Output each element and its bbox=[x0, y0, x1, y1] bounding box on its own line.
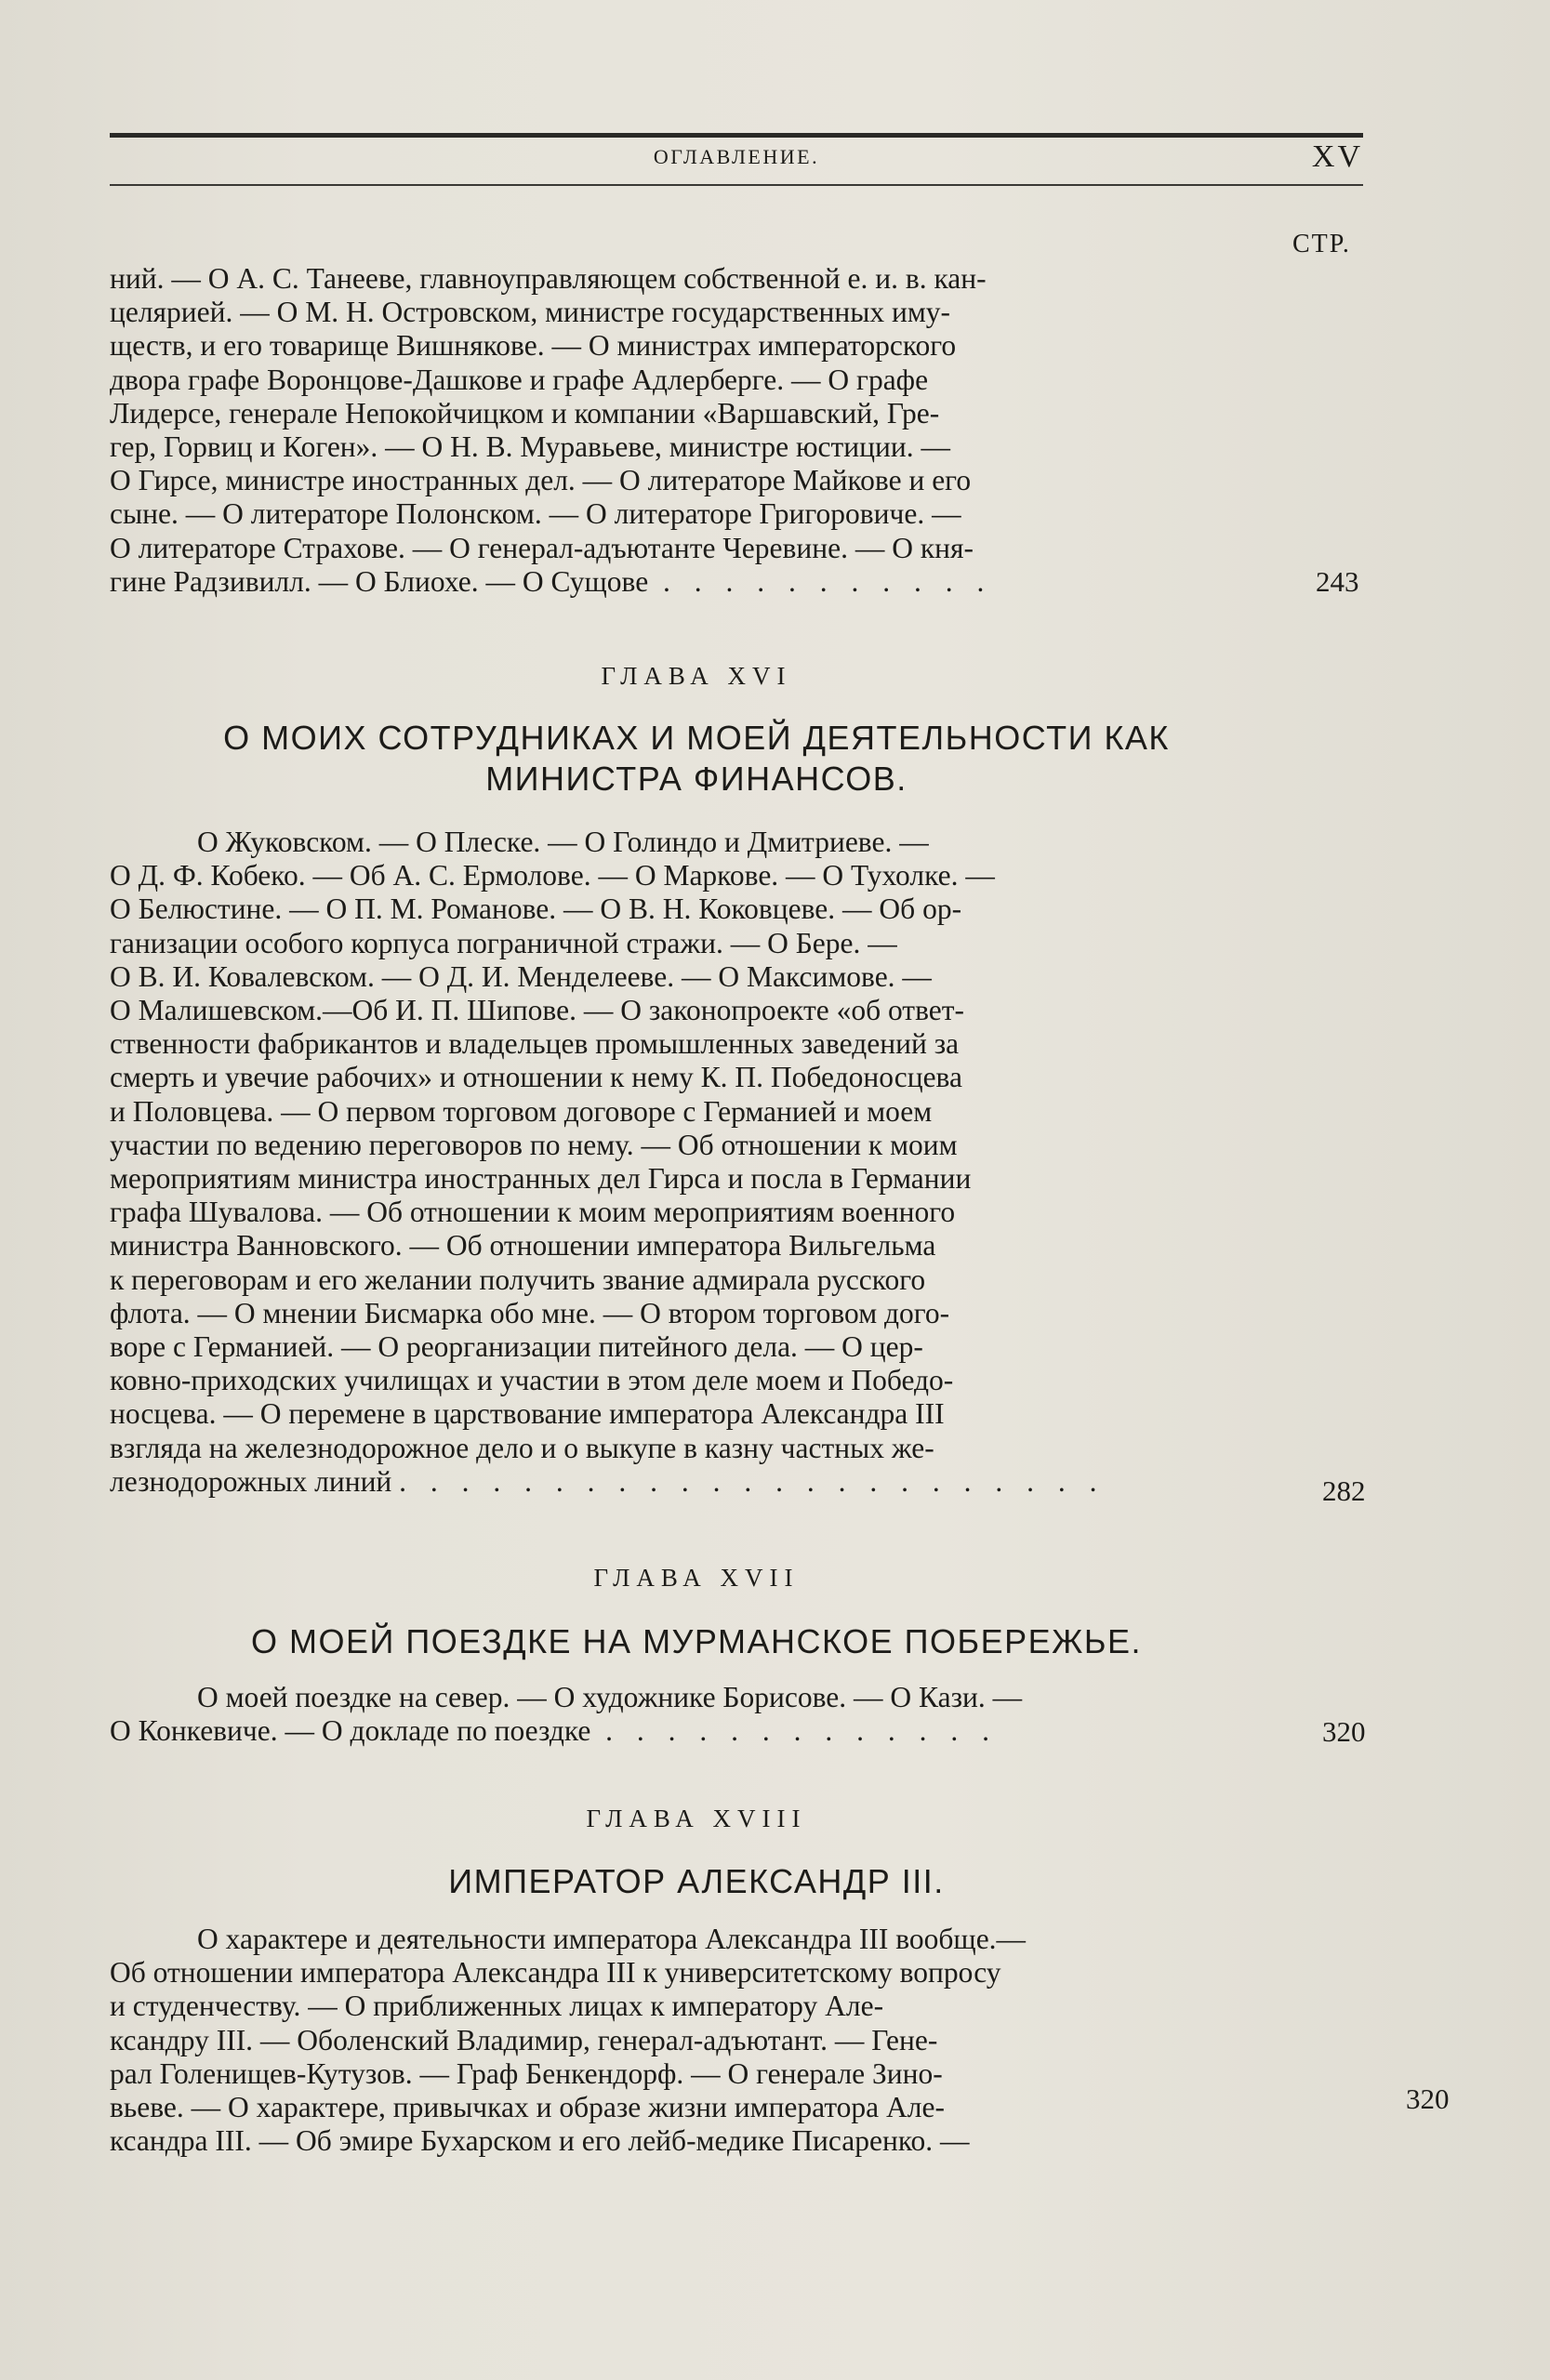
text-line: носцева. — О перемене в царствование императора Александра III bbox=[110, 1397, 945, 1431]
text-line: и Половцева. — О первом торговом договоре с Германией и моем bbox=[110, 1094, 933, 1128]
text-line: министра Ванновского. — Об отношении императора Вильгельма bbox=[110, 1229, 936, 1263]
text-line-last bbox=[110, 1465, 1283, 1499]
text-line: мероприятиям министра иностранных дел Гирса и посла в Германии bbox=[110, 1162, 972, 1196]
text-line: О Белюстине. — О П. М. Романове. — О В. Н. Коковцеве. — Об ор- bbox=[110, 892, 962, 926]
text-line: О моей поездке на север. — О художнике Борисове. — О Кази. — bbox=[197, 1681, 1023, 1713]
text-line: сыне. — О литераторе Полонском. — О литераторе Григоровиче. — bbox=[110, 497, 961, 531]
text-line-last bbox=[110, 1714, 1283, 1748]
page-ref-243: 243 bbox=[1316, 565, 1359, 598]
text-line: ществ, и его товарище Вишнякове. — О министрах императорского bbox=[110, 329, 957, 363]
text-line: воре с Германией. — О реорганизации питейного дела. — О цер- bbox=[110, 1330, 923, 1364]
text-line: гер, Горвиц и Коген». — О Н. В. Муравьеве, министре юстиции. — bbox=[110, 430, 950, 464]
text-line: ственности фабрикантов и владельцев промышленных заведений за bbox=[110, 1027, 960, 1061]
text-line: ний. — О А. С. Танееве, главноуправляющем собственной е. и. в. кан- bbox=[110, 262, 987, 295]
page-ref-282: 282 bbox=[1322, 1474, 1366, 1507]
text-line-last bbox=[110, 565, 1283, 599]
text-line: О Малишевском.—Об И. П. Шипове. — О законопроекте «об ответ- bbox=[110, 994, 964, 1027]
heading-line: О МОИХ СОТРУДНИКАХ И МОЕЙ ДЕЯТЕЛЬНОСТИ КАК bbox=[223, 719, 1170, 757]
text-line: и студенчеству. — О приближенных лицах к императору Але- bbox=[110, 1990, 884, 2023]
header-rule-thin bbox=[110, 184, 1363, 186]
header-rule-thick bbox=[110, 133, 1363, 138]
text-line: целярией. — О М. Н. Островском, министре государственных иму- bbox=[110, 296, 951, 329]
page-ref-320-ch18: 320 bbox=[1406, 2082, 1450, 2115]
text-line: О литераторе Страхове. — О генерал-адъютанте Черевине. — О кня- bbox=[110, 531, 974, 564]
text-line: ковно-приходских училищах и участии в этом деле моем и Победо- bbox=[110, 1364, 954, 1397]
running-head-page-number: XV bbox=[1311, 139, 1363, 174]
toc-entry-chapter-17-text bbox=[110, 1681, 1283, 1748]
text-line: смерть и увечие рабочих» и отношении к нему К. П. Победоносцева bbox=[110, 1061, 962, 1094]
text-line: двора графе Воронцове-Дашкове и графе Адлерберге. — О графе bbox=[110, 363, 929, 396]
text-line: О Жуковском. — О Плеске. — О Голиндо и Дмитриеве. — bbox=[197, 826, 929, 858]
chapter-16-label: ГЛАВА XVI bbox=[601, 662, 792, 690]
text-line: флота. — О мнении Бисмарка обо мне. — О втором торговом дого- bbox=[110, 1296, 950, 1329]
text-line: рал Голенищев-Кутузов. — Граф Бенкендорф. — О генерале Зино- bbox=[110, 2056, 943, 2090]
toc-entry-chapter-18-text bbox=[110, 1923, 1283, 2158]
text-line: О Гирсе, министре иностранных дел. — О литераторе Майкове и его bbox=[110, 464, 972, 497]
text-line: к переговорам и его желании получить звание адмирала русского bbox=[110, 1263, 926, 1296]
chapter-18-label: ГЛАВА XVIII bbox=[586, 1805, 807, 1832]
text-line: ганизации особого корпуса пограничной стражи. — О Бере. — bbox=[110, 926, 897, 959]
text-line-content: гине Радзивилл. — О Блиохе. — О Сущове bbox=[110, 564, 649, 598]
text-line-content: лезнодорожных линий bbox=[110, 1464, 392, 1498]
chapter-17-heading: О МОЕЙ ПОЕЗДКЕ НА МУРМАНСКОЕ ПОБЕРЕЖЬЕ. bbox=[250, 1622, 1143, 1660]
text-line-content: О Конкевиче. — О докладе по поездке bbox=[110, 1714, 591, 1748]
text-line: ксандру III. — Оболенский Владимир, генерал-адъютант. — Гене- bbox=[110, 2023, 938, 2056]
text-line: вьеве. — О характере, привычках и образе жизни императора Але- bbox=[110, 2091, 945, 2124]
page-ref-320-ch17: 320 bbox=[1322, 1715, 1366, 1748]
chapter-16-heading bbox=[110, 718, 1283, 800]
dot-leader: . . . . . . . . . . . . . . . . . . . . . . . bbox=[399, 1464, 1106, 1498]
text-line: О характере и деятельности императора Александра III вообще.— bbox=[197, 1923, 1027, 1955]
text-line: О В. И. Ковалевском. — О Д. И. Менделееве. — О Максимове. — bbox=[110, 959, 932, 993]
text-line: О Д. Ф. Кобеко. — Об А. С. Ермолове. — О Маркове. — О Тухолке. — bbox=[110, 859, 995, 892]
text-line: графа Шувалова. — Об отношении к моим мероприятиям военного bbox=[110, 1196, 956, 1229]
page-column-label: СТР. bbox=[1292, 230, 1351, 258]
text-line: Лидерсе, генерале Непокойчицком и компании «Варшавский, Гре- bbox=[110, 396, 940, 430]
dot-leader: . . . . . . . . . . . . . bbox=[605, 1714, 999, 1748]
toc-entry-chapter-16-text bbox=[110, 826, 1283, 1499]
toc-entry-chapter-15-text bbox=[110, 262, 1283, 599]
running-head-title: ОГЛАВЛЕНИЕ. bbox=[653, 145, 820, 168]
chapter-18-heading: ИМПЕРАТОР АЛЕКСАНДР III. bbox=[448, 1862, 945, 1900]
text-line: ксандра III. — Об эмире Бухарском и его лейб-медике Писаренко. — bbox=[110, 2124, 970, 2158]
running-head bbox=[110, 139, 1363, 177]
dot-leader: . . . . . . . . . . . bbox=[662, 564, 993, 598]
text-line: взгляда на железнодорожное дело и о выкупе в казну частных же- bbox=[110, 1431, 934, 1464]
text-line: Об отношении императора Александра III к университетскому вопросу bbox=[110, 1956, 1001, 1990]
chapter-17-label: ГЛАВА XVII bbox=[593, 1564, 800, 1592]
text-line: участии по ведению переговоров по нему. — Об отношении к моим bbox=[110, 1128, 958, 1161]
heading-line: МИНИСТРА ФИНАНСОВ. bbox=[485, 760, 907, 798]
